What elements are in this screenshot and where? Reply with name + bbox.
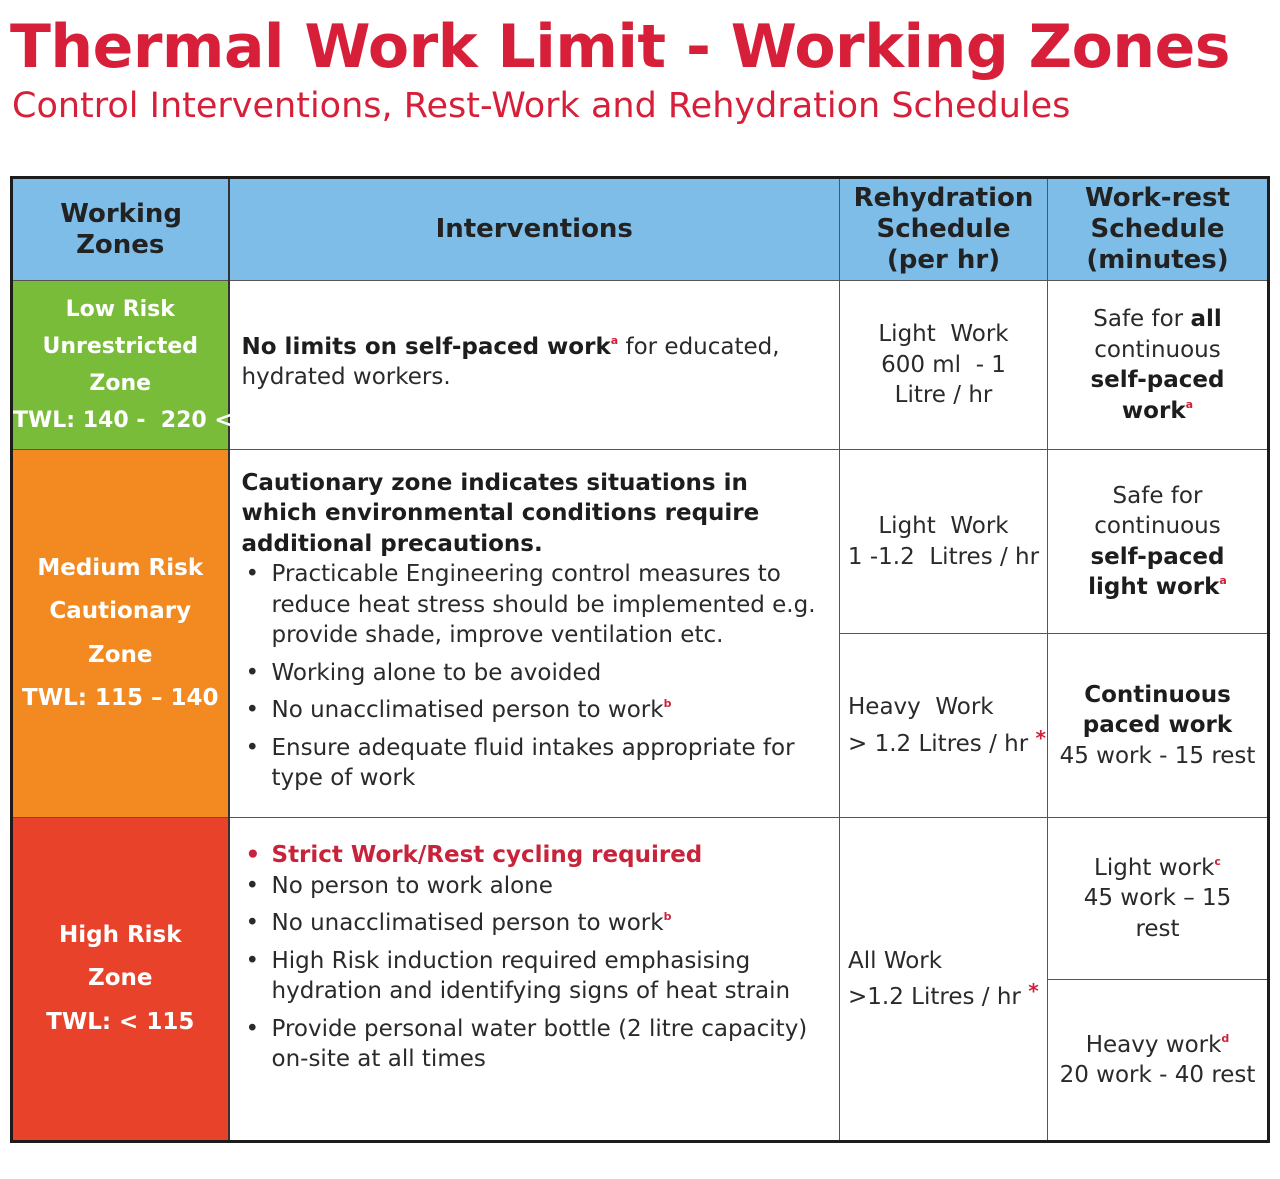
header-row (12, 178, 1269, 281)
work-rest-medium-light-line3 (1048, 542, 1267, 573)
list-item-text: No unacclimatised person to work (271, 910, 664, 936)
zone-medium-twl: TWL: 115 – 140 (22, 685, 219, 711)
work-rest-high-heavywork: Heavy work (1085, 1031, 1222, 1058)
interventions-high (229, 818, 840, 1142)
rehydration-high-value: >1.2 Litres / hr (848, 984, 1029, 1010)
list-item (242, 908, 828, 939)
footnote-star: * (1028, 979, 1039, 1003)
rehydration-low (840, 281, 1048, 450)
rehydration-medium-heavy (840, 634, 1048, 818)
work-rest-low (1048, 281, 1269, 450)
header-work-rest-line3: (minutes) (1086, 245, 1229, 275)
footnote-mark-a: a (1185, 397, 1194, 411)
header-rehydration-line3: (per hr) (886, 245, 1001, 275)
work-rest-high-light-line2: 45 work – 15 (1083, 885, 1232, 912)
zone-medium-type: Cautionary (49, 598, 192, 624)
row-high-risk-a (12, 818, 1269, 980)
intervention-medium-list (242, 559, 828, 794)
footnote-mark-b: b (663, 697, 672, 710)
interventions-low (229, 281, 840, 450)
rehydration-medium-heavy-line2 (848, 723, 1047, 760)
row-low-risk (12, 281, 1269, 450)
intervention-low-bold: No limits on self-paced work (241, 333, 611, 360)
work-rest-low-work: work (1121, 397, 1186, 424)
page-title: Thermal Work Limit - Working Zones (10, 12, 1231, 82)
row-medium-risk-a (12, 450, 1269, 634)
header-rehydration-line1: Rehydration (853, 183, 1034, 213)
work-rest-high-light-line3: rest (1135, 915, 1180, 942)
footnote-mark-a: a (1219, 574, 1227, 587)
work-rest-medium-heavy-line2 (1048, 710, 1267, 741)
list-item-strict-cycling: • Strict Work/Rest cycling required (242, 840, 828, 871)
zone-low-type: Unrestricted (42, 334, 199, 359)
work-rest-medium-continuous: Continuous (1084, 681, 1231, 708)
rehydration-low-line2: 600 ml - 1 (881, 351, 1006, 378)
list-item: • Ensure adequate fluid intakes appropriate for type of work (242, 733, 828, 794)
zone-low-twl: TWL: 140 - 220 < (13, 408, 233, 433)
work-rest-medium-lightwork: light work (1088, 574, 1220, 600)
work-rest-medium-light-line2: continuous (1094, 513, 1221, 539)
page-subtitle: Control Interventions, Rest-Work and Rehydration Schedules (12, 86, 1071, 126)
header-working-zones-label: Working Zones (60, 198, 183, 260)
work-rest-medium-paced: paced work (1082, 712, 1233, 739)
footnote-mark-c: c (1214, 854, 1221, 868)
rehydration-medium-heavy-value: > 1.2 Litres / hr (848, 730, 1036, 757)
zone-high-zone: Zone (88, 965, 153, 992)
work-rest-medium-light (1048, 450, 1269, 634)
footnote-star: * (1035, 725, 1046, 750)
list-item: • No person to work alone (242, 871, 828, 902)
zone-low-name: Low Risk (65, 297, 175, 322)
work-rest-medium-selfpaced: self-paced (1090, 543, 1225, 570)
work-rest-low-line3 (1048, 365, 1267, 396)
work-rest-low-prefix: Safe for (1093, 306, 1191, 332)
work-rest-medium-heavy-line3: 45 work - 15 rest (1059, 742, 1256, 769)
work-rest-low-line1 (1048, 304, 1267, 335)
work-rest-low-line2: continuous (1094, 336, 1221, 363)
list-item: • High Risk induction required emphasising hydration and identifying signs of heat strain (242, 946, 828, 1007)
rehydration-medium-heavy-line1: Heavy Work (848, 694, 994, 720)
list-item: • Provide personal water bottle (2 litre capacity) on-site at all times (242, 1014, 828, 1075)
work-rest-high-heavy-line1 (1048, 1030, 1267, 1061)
zone-medium-name: Medium Risk (37, 554, 204, 581)
zone-medium-risk (12, 450, 229, 818)
work-rest-low-selfpaced: self-paced (1090, 367, 1225, 393)
work-rest-high-heavy-line2: 20 work - 40 rest (1059, 1062, 1256, 1088)
intervention-low-rest: for educated, hydrated workers. (241, 333, 780, 390)
zone-low-risk (12, 281, 233, 450)
rehydration-high-line1: All Work (848, 947, 943, 974)
list-item (242, 695, 828, 726)
interventions-medium (229, 450, 840, 818)
intervention-medium-lead (242, 468, 828, 560)
work-rest-medium-light-line4 (1048, 572, 1267, 603)
header-work-rest-line1: Work-rest (1085, 183, 1230, 213)
header-work-rest-line2: Schedule (1090, 214, 1225, 244)
header-working-zones (12, 178, 229, 281)
work-rest-low-all: all (1190, 306, 1222, 332)
rehydration-medium-light (840, 450, 1048, 634)
zone-low-zone: Zone (89, 371, 152, 396)
zone-high-name: High Risk (58, 921, 182, 948)
rehydration-low-line3: Litre / hr (894, 382, 993, 409)
header-work-rest (1048, 178, 1269, 281)
work-rest-high-lightwork: Light work (1094, 854, 1215, 881)
list-item: • Working alone to be avoided (242, 658, 828, 689)
twl-zones-table (10, 176, 1270, 1143)
footnote-mark-a: a (610, 333, 619, 347)
zone-medium-zone: Zone (88, 641, 153, 668)
rehydration-high (840, 818, 1048, 1142)
zone-high-twl: TWL: < 115 (46, 1008, 195, 1035)
list-item: • Practicable Engineering control measures to reduce heat stress should be implemented e.g. provide shade, improve ventilation etc. (242, 559, 828, 651)
work-rest-high-light-line1 (1048, 853, 1267, 884)
zone-high-risk (12, 818, 229, 1142)
work-rest-high-light (1048, 818, 1269, 980)
intervention-high-list (242, 840, 828, 1075)
rehydration-medium-light-line1: Light Work (878, 513, 1009, 539)
list-item-text: No unacclimatised person to work (271, 697, 664, 723)
work-rest-low-line4 (1048, 396, 1267, 427)
work-rest-medium-heavy-line1 (1048, 680, 1267, 711)
rehydration-low-line1: Light Work (878, 321, 1009, 348)
rehydration-high-line2 (848, 976, 1047, 1013)
work-rest-high-heavy (1048, 980, 1269, 1142)
intervention-medium-lead-text: Cautionary zone indicates situations in which environmental conditions require additional precautions. (241, 469, 760, 557)
work-rest-medium-heavy (1048, 634, 1269, 818)
header-interventions: Interventions (229, 178, 840, 281)
footnote-mark-d: d (1221, 1031, 1230, 1045)
rehydration-medium-light-line2: 1 -1.2 Litres / hr (847, 543, 1040, 570)
work-rest-medium-light-line1: Safe for (1112, 482, 1203, 509)
footnote-mark-b: b (663, 910, 672, 923)
header-rehydration (840, 178, 1048, 281)
header-rehydration-line2: Schedule (876, 214, 1011, 244)
